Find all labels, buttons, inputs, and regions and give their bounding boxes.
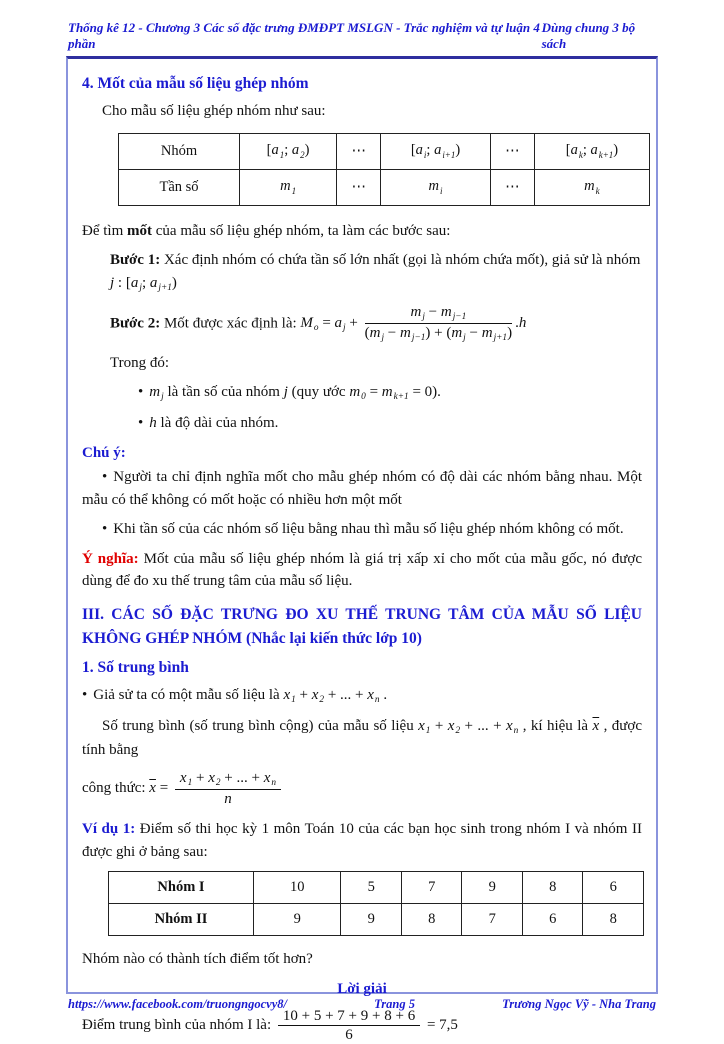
score-cell: 7 xyxy=(401,872,462,904)
mean-def-mid: , kí hiệu là xyxy=(518,717,593,734)
mode-formula: $M_o = a_j$ + $\frac{m_j - m_{j-1}}{(m_j - m_{j-1}) + (m_j - m_{j+1})}$ .h xyxy=(300,303,527,344)
step2-text: Mốt được xác định là: xyxy=(160,315,301,332)
freq-cell: ⋯ xyxy=(337,169,381,205)
meaning-label: Ý nghĩa: xyxy=(82,550,139,567)
section4-title: 4. Mốt của mẫu số liệu ghép nhóm xyxy=(82,75,309,92)
step1-label: Bước 1: xyxy=(110,252,161,268)
score-cell: 8 xyxy=(522,872,583,904)
facebook-link[interactable]: https://www.facebook.com/truongngocvy8/ xyxy=(68,997,287,1011)
group-cell: [$a_i$; $a_{i+1}$) xyxy=(381,133,491,169)
where-bullet-frequency-text3: ). xyxy=(432,384,441,400)
step2-label: Bước 2: xyxy=(110,315,161,332)
note-item xyxy=(82,466,642,511)
freq-row-label: Tần số xyxy=(119,169,240,205)
page-number: Trang 5 xyxy=(374,997,415,1011)
bullet-dot: • xyxy=(102,521,108,538)
group2-label: Nhóm II xyxy=(109,904,254,936)
mean-subtitle: 1. Số trung bình xyxy=(82,658,189,676)
find-mode-intro-bold: mốt xyxy=(127,222,152,239)
note-item xyxy=(82,518,642,541)
header-edition: Dùng chung 3 bộ sách xyxy=(541,20,636,51)
mean-formula-line xyxy=(82,769,642,808)
bullet-dot: • xyxy=(102,469,108,486)
score-cell: 10 xyxy=(254,872,341,904)
freq-cell: $m_i$ xyxy=(381,169,491,205)
author-name: Trương Ngọc Vỹ - Nha Trang xyxy=(502,997,656,1011)
table-row-group1 xyxy=(109,872,644,904)
freq-cell: $m_k$ xyxy=(534,169,649,205)
grouped-data-table xyxy=(118,133,650,206)
find-mode-intro-post: của mẫu số liệu ghép nhóm, ta làm các bước sau: xyxy=(152,222,451,239)
sequence-formula: $x_1 + x_2$ + ... + $x_n$ xyxy=(283,686,380,705)
find-mode-intro xyxy=(82,220,642,243)
solution-line xyxy=(82,1007,642,1044)
mean-def-post: , được tính bằng xyxy=(82,717,642,759)
solution-formula: $\frac{10 + 5 + 7 + 9 + 8 + 6}{6}$ = 7,5 xyxy=(275,1017,458,1033)
bullet-dot: • xyxy=(138,384,144,400)
step1-formula: j : [$a_j$; $a_{j+1}$) xyxy=(110,274,177,293)
where-label: Trong đó: xyxy=(110,354,170,371)
section3-title: III. CÁC SỐ ĐẶC TRƯNG ĐO XU THẾ TRUNG TÂM CỦA MẪU SỐ LIỆU KHÔNG GHÉP NHÓM (Nhắc lại kiến thức lớp 10) xyxy=(82,605,642,647)
score-cell: 7 xyxy=(462,904,523,936)
example-question: Nhóm nào có thành tích điểm tốt hơn? xyxy=(82,951,313,967)
table-row-frequencies xyxy=(119,169,650,205)
where-bullet-frequency-text1: là tần số của nhóm xyxy=(163,384,284,400)
example-table xyxy=(108,871,644,936)
j-symbol: j xyxy=(283,384,288,400)
mean-def-pre: Số trung bình (số trung bình cộng) của mẫu số liệu xyxy=(102,717,419,734)
group1-label: Nhóm I xyxy=(109,872,254,904)
group-cell: [$a_1$; $a_2$) xyxy=(240,133,337,169)
group-row-label: Nhóm xyxy=(119,133,240,169)
group-cell: ⋯ xyxy=(490,133,534,169)
where-bullet-frequency xyxy=(138,381,642,405)
score-cell: 9 xyxy=(462,872,523,904)
score-cell: 9 xyxy=(254,904,341,936)
example-label: Ví dụ 1: xyxy=(82,821,136,837)
step1-text: Xác định nhóm có chứa tần số lớn nhất (gọi là nhóm chứa mốt), giả sử là nhóm xyxy=(160,252,641,268)
step1-line xyxy=(110,249,642,296)
meaning-paragraph xyxy=(82,548,642,593)
note-item-text: Người ta chỉ định nghĩa mốt cho mẫu ghép nhóm có độ dài các nhóm bằng nhau. Một mẫu có thể không có mốt hoặc có nhiều hơn một mốt xyxy=(82,469,642,508)
section4-intro: Cho mẫu số liệu ghép nhóm như sau: xyxy=(102,103,326,119)
page-header xyxy=(66,20,658,56)
table-row-groups xyxy=(119,133,650,169)
solution-pre: Điểm trung bình của nhóm I là: xyxy=(82,1016,275,1033)
score-cell: 8 xyxy=(583,904,644,936)
group-cell: [$a_k$; $a_{k+1}$) xyxy=(534,133,649,169)
mean-formula: $\overline{x}$ = $\frac{x_1 + x_2 + ... + x_n}{n}$ xyxy=(149,780,284,796)
sequence-formula: $x_1 + x_2$ + ... + $x_n$ xyxy=(418,717,519,737)
xbar-symbol: $\overline{x}$ xyxy=(592,717,600,734)
score-cell: 6 xyxy=(522,904,583,936)
step2-line xyxy=(110,303,642,345)
score-cell: 9 xyxy=(341,904,402,936)
table-row-group2 xyxy=(109,904,644,936)
freq-cell: $m_1$ xyxy=(240,169,337,205)
mj-symbol: $m_j$ xyxy=(149,384,164,403)
where-bullet-length-text: là độ dài của nhóm. xyxy=(156,415,279,432)
h-symbol: h xyxy=(149,415,157,432)
meaning-text: Mốt của mẫu số liệu ghép nhóm là giá trị xấp xỉ cho mốt của mẫu gốc, nó được dùng để đo xu thế trung tâm của mẫu số liệu. xyxy=(82,550,642,590)
score-cell: 8 xyxy=(401,904,462,936)
note-item-text: Khi tần số của các nhóm số liệu bằng nhau thì mẫu số liệu ghép nhóm không có mốt. xyxy=(113,521,624,538)
find-mode-intro-pre: Để tìm xyxy=(82,222,127,239)
where-bullet-frequency-text2: (quy ước xyxy=(287,384,350,400)
where-bullet-length xyxy=(138,412,642,435)
assume-pre: Giả sử ta có một mẫu số liệu là xyxy=(93,686,284,703)
mean-definition xyxy=(82,715,642,762)
example-text: Điểm số thi học kỳ 1 môn Toán 10 của các bạn học sinh trong nhóm I và nhóm II được ghi ở bảng sau: xyxy=(82,821,642,860)
header-title: Thống kê 12 - Chương 3 Các số đặc trưng ĐMĐPT MSLGN - Trắc nghiệm và tự luận 4 phần xyxy=(68,20,540,51)
group-cell: ⋯ xyxy=(337,133,381,169)
score-cell: 5 xyxy=(341,872,402,904)
assume-post: . xyxy=(379,686,388,703)
formula-label: công thức: xyxy=(82,779,150,796)
score-cell: 6 xyxy=(583,872,644,904)
note-label: Chú ý: xyxy=(82,444,126,461)
bullet-dot: • xyxy=(138,415,144,432)
convention-formula: $m_0 = m_{k+1} = 0$ xyxy=(349,384,433,403)
solution-label: Lời giải xyxy=(337,980,387,997)
assume-line xyxy=(82,684,642,708)
freq-cell: ⋯ xyxy=(490,169,534,205)
bullet-dot: • xyxy=(82,686,88,703)
example-intro xyxy=(82,818,642,863)
